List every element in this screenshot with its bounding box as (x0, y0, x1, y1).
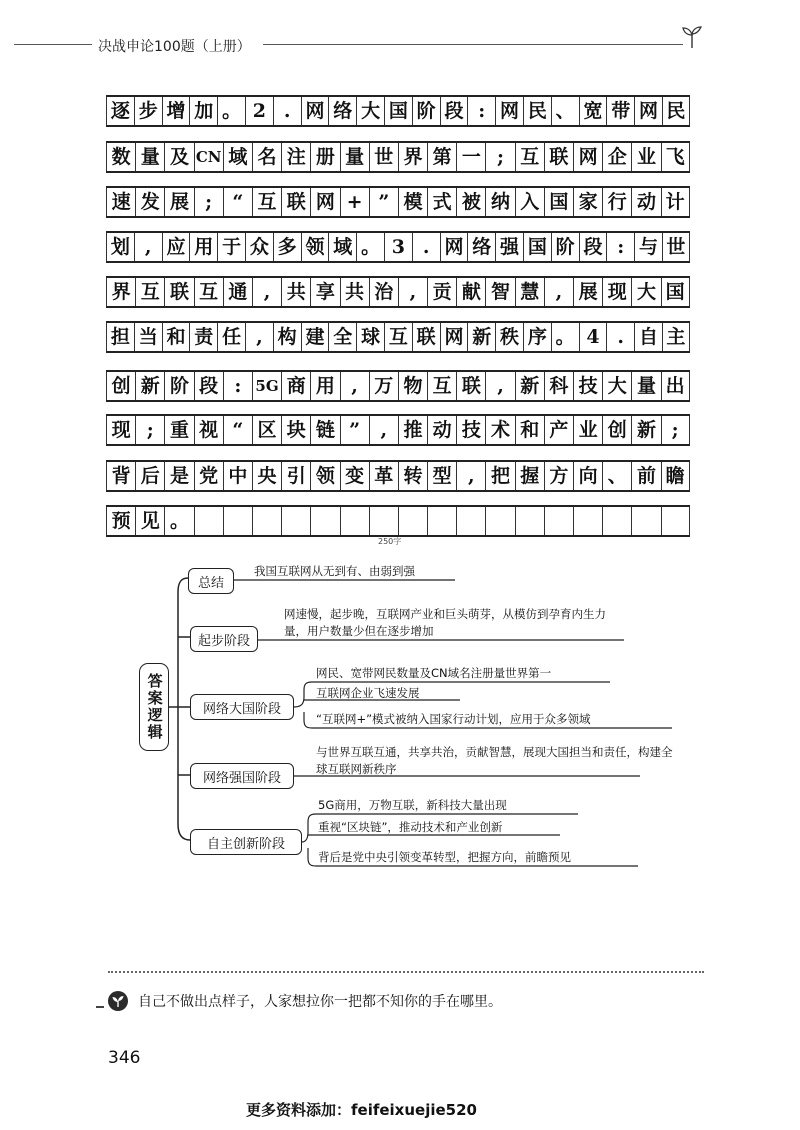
mindmap-leaf: 网速慢，起步晚，互联网产业和巨头萌芽，从模仿到孕育内生力量，用户数量少但在逐步增加 (284, 607, 606, 638)
grid-cell: 型 (427, 462, 456, 490)
mindmap-leaf: 互联网企业飞速发展 (316, 686, 420, 700)
grid-cell: . (273, 97, 301, 125)
grid-cell: 享 (310, 278, 339, 306)
grid-cell: 民 (662, 97, 690, 125)
grid-cell: 动 (427, 416, 456, 444)
grid-cell: , (134, 233, 162, 261)
grid-cell: 见 (135, 507, 164, 535)
grid-cell: 段 (194, 372, 223, 400)
grid-cell: “ (223, 416, 252, 444)
sprout-badge-icon (108, 991, 128, 1011)
grid-cell: 商 (281, 372, 310, 400)
grid-cell: 阶 (164, 372, 193, 400)
word-count-label: 250字 (378, 537, 402, 546)
grid-cell: 多 (273, 233, 301, 261)
grid-cell: 、 (551, 97, 579, 125)
grid-cell: 动 (631, 188, 660, 216)
grid-cell: , (340, 372, 369, 400)
grid-cell: 业 (631, 143, 660, 171)
grid-cell: 术 (485, 416, 514, 444)
grid-cell: 互 (384, 323, 412, 351)
grid-cell: 段 (579, 233, 607, 261)
grid-cell: 网 (440, 323, 468, 351)
grid-cell: 预 (106, 507, 135, 535)
grid-cell: 注 (281, 143, 310, 171)
mindmap-node-label: 网络大国阶段 (202, 701, 281, 717)
grid-cell: 中 (223, 462, 252, 490)
grid-cell: 发 (135, 188, 164, 216)
mindmap-leaf: 重视“区块链”，推动技术和产业创新 (318, 820, 503, 834)
grid-cell: 域 (328, 233, 356, 261)
mindmap-trunk (178, 578, 190, 840)
grid-cell: 链 (310, 416, 339, 444)
grid-cell: 共 (340, 278, 369, 306)
grid-cell: 和 (162, 323, 190, 351)
grid-cell: 名 (252, 143, 281, 171)
grid-cell: 通 (223, 278, 252, 306)
grid-cell: 领 (301, 233, 329, 261)
grid-cell: 入 (515, 188, 544, 216)
grid-cell: 前 (631, 462, 660, 490)
mindmap-node-network-power (190, 694, 294, 720)
grid-cell: 推 (398, 416, 427, 444)
mindmap-node-summary (188, 568, 234, 594)
grid-cell: . (606, 323, 634, 351)
mindmap-leaf: “互联网+”模式被纳入国家行动计划，应用于众多领域 (316, 712, 591, 726)
grid-cell: 构 (273, 323, 301, 351)
grid-cell: 第 (427, 143, 456, 171)
grid-cell: 阶 (551, 233, 579, 261)
grid-cell: 界 (106, 278, 135, 306)
mindmap-node-label: 起步阶段 (197, 633, 250, 649)
grid-cell: 量 (340, 143, 369, 171)
motto-quote: 自己不做出点样子，人家想拉你一把都不知你的手在哪里。 (138, 994, 502, 1010)
grid-cell: 国 (523, 233, 551, 261)
grid-cell: 段 (440, 97, 468, 125)
mindmap-leaf: 我国互联网从无到有、由弱到强 (254, 564, 415, 578)
grid-cell: 域 (223, 143, 252, 171)
grid-cell: , (485, 372, 514, 400)
grid-cell: 网 (440, 233, 468, 261)
grid-cell: 4 (579, 323, 607, 351)
mindmap-leaf: 与世界互联互通，共享共治，贡献智慧，展现大国担当和责任，构建全球互联网新秩序 (316, 745, 673, 776)
grid-cell: 互 (252, 188, 281, 216)
grid-cell: 行 (602, 188, 631, 216)
mindmap-node-innovation (190, 829, 302, 855)
grid-cell: 责 (189, 323, 217, 351)
grid-cell: 治 (369, 278, 398, 306)
grid-cell: 众 (245, 233, 273, 261)
grid-cell: ” (369, 188, 398, 216)
grid-cell: 世 (662, 233, 690, 261)
grid-cell: , (245, 323, 273, 351)
grid-cell: 主 (662, 323, 690, 351)
grid-cell: 把 (485, 462, 514, 490)
grid-cell: 国 (544, 188, 573, 216)
grid-cell: 被 (456, 188, 485, 216)
grid-cell: 任 (217, 323, 245, 351)
mindmap-node-startup (190, 626, 258, 652)
grid-cell: 技 (573, 372, 602, 400)
grid-cell: , (369, 416, 398, 444)
grid-cell: 大 (631, 278, 660, 306)
grid-cell: 册 (310, 143, 339, 171)
grid-cell: , (398, 278, 427, 306)
grid-cell: 大 (602, 372, 631, 400)
grid-cell: 国 (661, 278, 690, 306)
grid-cell: 现 (106, 416, 135, 444)
grid-cell: 革 (369, 462, 398, 490)
grid-cell: : (467, 97, 495, 125)
grid-cell: 贡 (427, 278, 456, 306)
grid-cell: 展 (573, 278, 602, 306)
grid-cell: 模 (398, 188, 427, 216)
grid-cell: 计 (661, 188, 690, 216)
mindmap-leaf: 5G商用，万物互联，新科技大量出现 (318, 798, 507, 812)
grid-cell: ; (135, 416, 164, 444)
grid-cell: 联 (281, 188, 310, 216)
grid-cell: 联 (544, 143, 573, 171)
grid-cell: 量 (135, 143, 164, 171)
grid-cell: 宽 (579, 97, 607, 125)
grid-cell: 界 (398, 143, 427, 171)
grid-cell: 网 (310, 188, 339, 216)
grid-cell: 视 (194, 416, 223, 444)
grid-cell: 新 (467, 323, 495, 351)
grid-cell: 现 (602, 278, 631, 306)
grid-cell: 逐 (106, 97, 134, 125)
grid-cell: : (606, 233, 634, 261)
grid-cell: 互 (135, 278, 164, 306)
mindmap-root-label: 答案逻辑 (145, 673, 164, 741)
grid-cell: 5G (252, 372, 281, 400)
grid-cell: 大 (356, 97, 384, 125)
grid-cell: ” (340, 416, 369, 444)
grid-cell: 网 (495, 97, 523, 125)
grid-cell: 技 (456, 416, 485, 444)
grid-cell: 互 (515, 143, 544, 171)
grid-cell: ; (661, 416, 690, 444)
grid-cell: 智 (485, 278, 514, 306)
grid-cell: 量 (631, 372, 660, 400)
grid-cell: ; (485, 143, 514, 171)
grid-cell: 强 (495, 233, 523, 261)
grid-cell: 用 (310, 372, 339, 400)
grid-cell: 新 (515, 372, 544, 400)
grid-cell: 带 (606, 97, 634, 125)
grid-cell: 2 (245, 97, 273, 125)
grid-cell: 领 (310, 462, 339, 490)
grid-cell: 科 (544, 372, 573, 400)
grid-cell: , (456, 462, 485, 490)
grid-cell: 加 (189, 97, 217, 125)
grid-cell: , (252, 278, 281, 306)
grid-cell: 党 (194, 462, 223, 490)
grid-cell: 于 (217, 233, 245, 261)
grid-cell: . (412, 233, 440, 261)
grid-cell: 区 (252, 416, 281, 444)
grid-cell: 络 (328, 97, 356, 125)
grid-cell: 握 (515, 462, 544, 490)
grid-cell: 家 (573, 188, 602, 216)
grid-cell: 纳 (485, 188, 514, 216)
grid-cell: + (340, 188, 369, 216)
grid-cell: 背 (106, 462, 135, 490)
grid-cell: 担 (106, 323, 134, 351)
grid-cell: 。 (356, 233, 384, 261)
grid-cell: 、 (602, 462, 631, 490)
grid-cell: 网 (634, 97, 662, 125)
grid-cell: 全 (328, 323, 356, 351)
grid-cell: 阶 (412, 97, 440, 125)
grid-cell: 和 (515, 416, 544, 444)
grid-cell: 应 (162, 233, 190, 261)
grid-cell: 企 (602, 143, 631, 171)
page-number: 346 (108, 1048, 141, 1068)
grid-cell: 增 (162, 97, 190, 125)
grid-cell: 互 (194, 278, 223, 306)
book-title: 决战申论100题（上册） (98, 39, 251, 55)
footer-divider (108, 971, 704, 973)
grid-cell: 序 (523, 323, 551, 351)
grid-cell: 出 (661, 372, 690, 400)
grid-cell: 数 (106, 143, 135, 171)
grid-cell: 飞 (661, 143, 690, 171)
grid-cell: 瞻 (661, 462, 690, 490)
grid-cell: 式 (427, 188, 456, 216)
grid-cell: 速 (106, 188, 135, 216)
grid-cell: CN (194, 143, 223, 171)
grid-cell: 民 (523, 97, 551, 125)
grid-cell: 向 (573, 462, 602, 490)
mindmap-leaf: 网民、宽带网民数量及CN域名注册量世界第一 (316, 666, 552, 680)
grid-cell: 国 (384, 97, 412, 125)
grid-cell: 步 (134, 97, 162, 125)
grid-cell: 物 (398, 372, 427, 400)
grid-cell: 及 (164, 143, 193, 171)
grid-cell: 创 (602, 416, 631, 444)
grid-cell: 后 (135, 462, 164, 490)
grid-cell: 转 (398, 462, 427, 490)
grid-cell: 络 (467, 233, 495, 261)
grid-cell: 万 (369, 372, 398, 400)
grid-cell: 联 (164, 278, 193, 306)
grid-cell: “ (223, 188, 252, 216)
grid-cell: 球 (356, 323, 384, 351)
mindmap-node-label: 网络强国阶段 (202, 770, 281, 786)
grid-cell: 央 (252, 462, 281, 490)
grid-cell: 。 (217, 97, 245, 125)
grid-cell: 引 (281, 462, 310, 490)
grid-cell: 联 (412, 323, 440, 351)
grid-cell: 建 (301, 323, 329, 351)
grid-cell: 业 (573, 416, 602, 444)
grid-cell: 3 (384, 233, 412, 261)
contact-note: 更多资料添加：feifeixuejie520 (246, 1101, 477, 1119)
grid-cell: 自 (634, 323, 662, 351)
grid-cell: 方 (544, 462, 573, 490)
grid-cell: 与 (634, 233, 662, 261)
grid-cell: ; (194, 188, 223, 216)
grid-cell: 网 (301, 97, 329, 125)
mindmap-node-network-strong (190, 763, 294, 789)
grid-cell: 是 (164, 462, 193, 490)
grid-cell: , (544, 278, 573, 306)
grid-cell: 献 (456, 278, 485, 306)
mindmap-node-label: 自主创新阶段 (206, 836, 285, 852)
grid-cell: 一 (456, 143, 485, 171)
grid-cell: 划 (106, 233, 134, 261)
mindmap-leaf: 背后是党中央引领变革转型，把握方向，前瞻预见 (318, 850, 571, 864)
grid-cell: 共 (281, 278, 310, 306)
grid-cell: : (223, 372, 252, 400)
grid-cell: 展 (164, 188, 193, 216)
grid-cell: 秩 (495, 323, 523, 351)
grid-cell: 。 (164, 507, 193, 535)
grid-cell: 重 (164, 416, 193, 444)
grid-cell: 产 (544, 416, 573, 444)
grid-cell: 联 (456, 372, 485, 400)
grid-cell: 世 (369, 143, 398, 171)
grid-cell: 。 (551, 323, 579, 351)
grid-cell: 当 (134, 323, 162, 351)
grid-cell: 用 (189, 233, 217, 261)
mindmap-root (139, 663, 169, 751)
mindmap-node-label: 总结 (197, 575, 224, 591)
grid-cell: 变 (340, 462, 369, 490)
grid-cell: 创 (106, 372, 135, 400)
grid-cell: 新 (135, 372, 164, 400)
grid-cell: 互 (427, 372, 456, 400)
grid-cell: 块 (281, 416, 310, 444)
grid-cell: 慧 (515, 278, 544, 306)
grid-cell: 网 (573, 143, 602, 171)
grid-cell: 新 (631, 416, 660, 444)
quote-dash (96, 1006, 104, 1008)
